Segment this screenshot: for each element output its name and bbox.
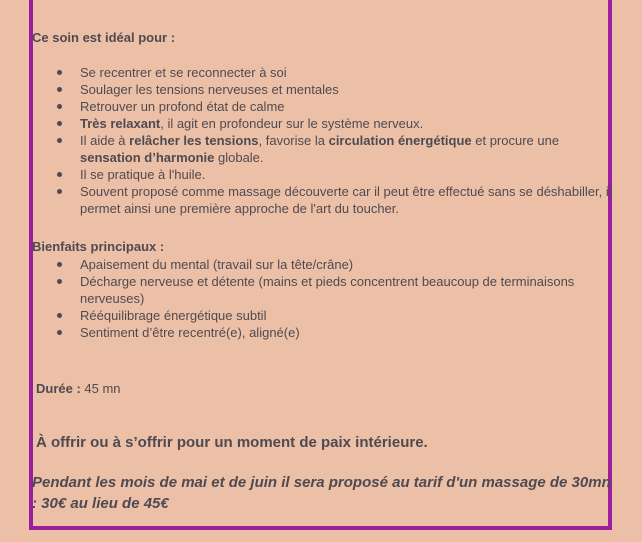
benefits-list xyxy=(32,256,612,341)
list-item: Il se pratique à l'huile. xyxy=(32,166,612,183)
list-item: Souvent proposé comme massage découverte car il peut être effectué sans se déshabiller, il permet ainsi une première approche de l'art du toucher. xyxy=(32,183,612,217)
list-item: Sentiment d’être recentré(e), aligné(e) xyxy=(32,324,612,341)
offer-text: À offrir ou à s’offrir pour un moment de paix intérieure. xyxy=(36,434,428,451)
ideal-for-list xyxy=(32,64,612,217)
duration-value: 45 mn xyxy=(80,381,121,396)
promo-text: Pendant les mois de mai et de juin il sera proposé au tarif d'un massage de 30mn : 30€ au lieu de 45€ xyxy=(32,474,611,512)
list-item: Retrouver un profond état de calme xyxy=(32,98,612,115)
list-item: Il aide à relâcher les tensions, favorise la circulation énergétique et procure une sensation d’harmonie globale. xyxy=(32,132,612,166)
list-item: Soulager les tensions nerveuses et mentales xyxy=(32,81,612,98)
list-item: Très relaxant, il agit en profondeur sur le système nerveux. xyxy=(32,115,612,132)
duration xyxy=(36,380,121,397)
list-item: Rééquilibrage énergétique subtil xyxy=(32,307,612,324)
section-heading-ideal-for: Ce soin est idéal pour : xyxy=(32,30,176,45)
list-item: Apaisement du mental (travail sur la tête/crâne) xyxy=(32,256,612,273)
section-heading-benefits: Bienfaits principaux : xyxy=(32,239,165,254)
duration-label: Durée : xyxy=(36,381,81,396)
list-item: Se recentrer et se reconnecter à soi xyxy=(32,64,612,81)
list-item: Décharge nerveuse et détente (mains et pieds concentrent beaucoup de terminaisons nerveuses) xyxy=(32,273,612,307)
